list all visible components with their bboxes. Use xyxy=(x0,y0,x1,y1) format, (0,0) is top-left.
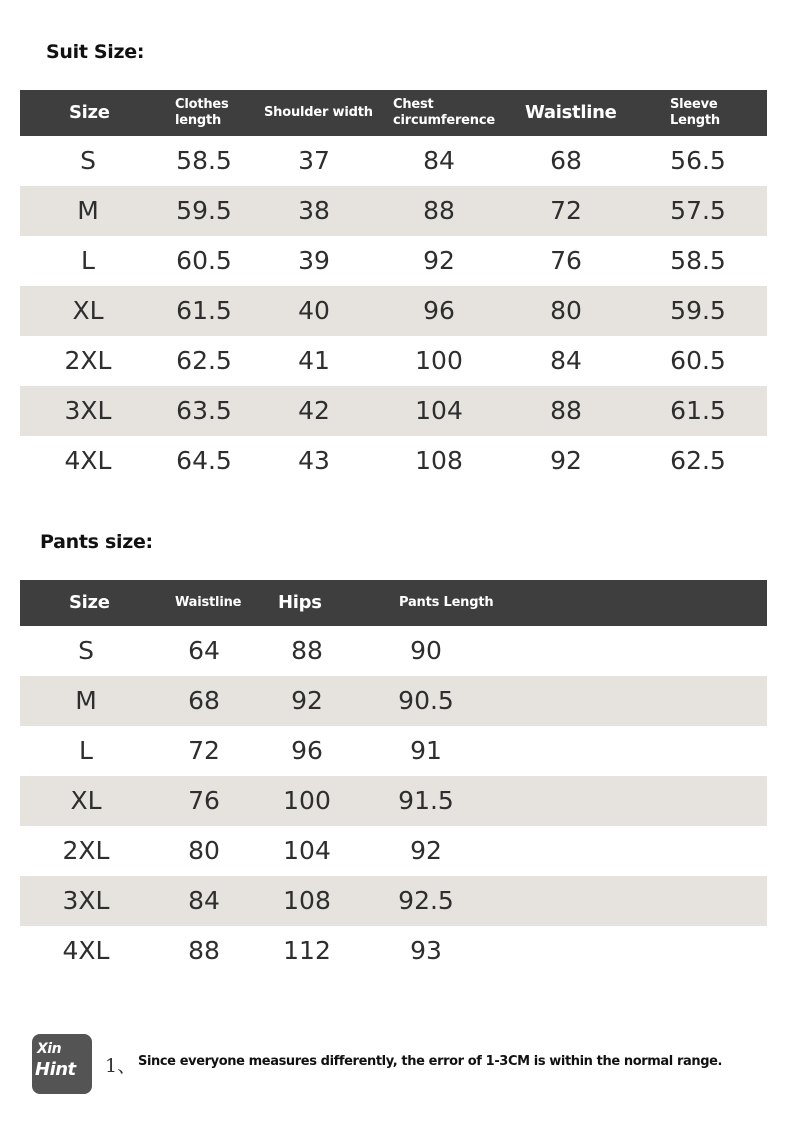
suit-table-header xyxy=(20,90,767,136)
pants-cell-waistline: 72 xyxy=(188,736,220,765)
pants-cell-hips: 108 xyxy=(283,886,331,915)
pants-header-pants-length xyxy=(399,580,493,626)
suit-cell-sleeve-length: 57.5 xyxy=(670,196,726,225)
suit-cell-shoulder-width: 41 xyxy=(298,346,330,375)
suit-cell-clothes-length: 64.5 xyxy=(176,446,232,475)
pants-cell-pants-length: 92.5 xyxy=(398,886,454,915)
table-row xyxy=(20,926,767,976)
pants-cell-pants-length: 90.5 xyxy=(398,686,454,715)
suit-header-label: Sleeve Length xyxy=(670,97,720,128)
suit-cell-size: S xyxy=(80,146,96,175)
suit-cell-clothes-length: 63.5 xyxy=(176,396,232,425)
suit-header-sleeve-length xyxy=(670,90,720,136)
pants-size-title: Pants size: xyxy=(40,531,153,553)
pants-cell-size: L xyxy=(79,736,93,765)
pants-cell-pants-length: 91 xyxy=(410,736,442,765)
suit-cell-chest-circumference: 84 xyxy=(423,146,455,175)
pants-cell-size: S xyxy=(78,636,94,665)
table-row xyxy=(20,136,767,186)
suit-header-label: Size xyxy=(69,102,110,124)
suit-cell-chest-circumference: 96 xyxy=(423,296,455,325)
suit-cell-shoulder-width: 37 xyxy=(298,146,330,175)
suit-cell-chest-circumference: 92 xyxy=(423,246,455,275)
suit-header-label: Waistline xyxy=(525,102,617,124)
pants-header-size xyxy=(69,580,110,626)
suit-cell-size: 3XL xyxy=(64,396,112,425)
table-row xyxy=(20,776,767,826)
suit-header-size xyxy=(69,90,110,136)
suit-size-table xyxy=(20,90,767,486)
suit-cell-sleeve-length: 56.5 xyxy=(670,146,726,175)
suit-cell-waistline: 72 xyxy=(550,196,582,225)
suit-cell-sleeve-length: 58.5 xyxy=(670,246,726,275)
pants-header-label: Hips xyxy=(278,592,322,614)
table-row xyxy=(20,286,767,336)
suit-cell-waistline: 84 xyxy=(550,346,582,375)
pants-header-waistline xyxy=(175,580,241,626)
pants-cell-waistline: 84 xyxy=(188,886,220,915)
suit-table-body xyxy=(20,136,767,486)
hint-logo xyxy=(32,1034,92,1094)
pants-cell-size: M xyxy=(75,686,97,715)
suit-cell-clothes-length: 62.5 xyxy=(176,346,232,375)
pants-cell-pants-length: 93 xyxy=(410,936,442,965)
suit-cell-size: XL xyxy=(72,296,104,325)
pants-cell-pants-length: 90 xyxy=(410,636,442,665)
suit-cell-waistline: 68 xyxy=(550,146,582,175)
table-row xyxy=(20,626,767,676)
pants-cell-waistline: 76 xyxy=(188,786,220,815)
pants-cell-hips: 88 xyxy=(291,636,323,665)
suit-cell-shoulder-width: 43 xyxy=(298,446,330,475)
table-row xyxy=(20,186,767,236)
suit-cell-size: 4XL xyxy=(64,446,112,475)
pants-cell-waistline: 80 xyxy=(188,836,220,865)
suit-cell-size: M xyxy=(77,196,99,225)
suit-cell-clothes-length: 60.5 xyxy=(176,246,232,275)
table-row xyxy=(20,236,767,286)
table-row xyxy=(20,676,767,726)
table-row xyxy=(20,876,767,926)
pants-header-label: Waistline xyxy=(175,595,242,611)
pants-cell-hips: 96 xyxy=(291,736,323,765)
pants-cell-hips: 100 xyxy=(283,786,331,815)
suit-cell-chest-circumference: 88 xyxy=(423,196,455,225)
suit-cell-waistline: 76 xyxy=(550,246,582,275)
pants-cell-hips: 112 xyxy=(283,936,331,965)
suit-cell-chest-circumference: 104 xyxy=(415,396,463,425)
hint-logo-line2: Hint xyxy=(35,1059,76,1080)
pants-cell-size: 3XL xyxy=(62,886,110,915)
suit-header-label: Clothes length xyxy=(175,97,229,128)
pants-cell-hips: 104 xyxy=(283,836,331,865)
suit-cell-size: 2XL xyxy=(64,346,112,375)
table-row xyxy=(20,336,767,386)
table-row xyxy=(20,826,767,876)
measurement-note: Since everyone measures differently, the error of 1-3CM is within the normal range. xyxy=(138,1054,723,1069)
pants-cell-size: 2XL xyxy=(62,836,110,865)
pants-cell-pants-length: 91.5 xyxy=(398,786,454,815)
suit-cell-sleeve-length: 59.5 xyxy=(670,296,726,325)
suit-cell-shoulder-width: 39 xyxy=(298,246,330,275)
pants-cell-waistline: 68 xyxy=(188,686,220,715)
suit-header-label: Chest circumference xyxy=(393,97,495,128)
suit-cell-clothes-length: 58.5 xyxy=(176,146,232,175)
pants-cell-waistline: 64 xyxy=(188,636,220,665)
note-number: 1、 xyxy=(105,1055,137,1077)
suit-cell-chest-circumference: 108 xyxy=(415,446,463,475)
suit-cell-clothes-length: 59.5 xyxy=(176,196,232,225)
suit-cell-waistline: 92 xyxy=(550,446,582,475)
suit-cell-sleeve-length: 62.5 xyxy=(670,446,726,475)
suit-cell-waistline: 80 xyxy=(550,296,582,325)
pants-size-table xyxy=(20,580,767,976)
suit-header-clothes-length xyxy=(175,90,229,136)
suit-header-waistline xyxy=(525,90,617,136)
suit-header-shoulder-width xyxy=(264,90,373,136)
table-row xyxy=(20,726,767,776)
suit-cell-shoulder-width: 42 xyxy=(298,396,330,425)
pants-cell-waistline: 88 xyxy=(188,936,220,965)
pants-header-label: Size xyxy=(69,592,110,614)
pants-table-body xyxy=(20,626,767,976)
suit-cell-sleeve-length: 61.5 xyxy=(670,396,726,425)
pants-table-header xyxy=(20,580,767,626)
suit-cell-waistline: 88 xyxy=(550,396,582,425)
suit-cell-shoulder-width: 38 xyxy=(298,196,330,225)
pants-cell-size: 4XL xyxy=(62,936,110,965)
suit-cell-clothes-length: 61.5 xyxy=(176,296,232,325)
suit-cell-shoulder-width: 40 xyxy=(298,296,330,325)
pants-header-hips xyxy=(278,580,322,626)
table-row xyxy=(20,436,767,486)
pants-header-label: Pants Length xyxy=(399,595,494,611)
pants-cell-hips: 92 xyxy=(291,686,323,715)
pants-cell-pants-length: 92 xyxy=(410,836,442,865)
hint-logo-line1: Xin xyxy=(37,1041,62,1057)
suit-header-chest-circumference xyxy=(393,90,495,136)
suit-cell-size: L xyxy=(81,246,95,275)
table-row xyxy=(20,386,767,436)
suit-cell-chest-circumference: 100 xyxy=(415,346,463,375)
pants-cell-size: XL xyxy=(70,786,102,815)
suit-size-title: Suit Size: xyxy=(46,41,145,63)
suit-header-label: Shoulder width xyxy=(264,105,373,121)
suit-cell-sleeve-length: 60.5 xyxy=(670,346,726,375)
